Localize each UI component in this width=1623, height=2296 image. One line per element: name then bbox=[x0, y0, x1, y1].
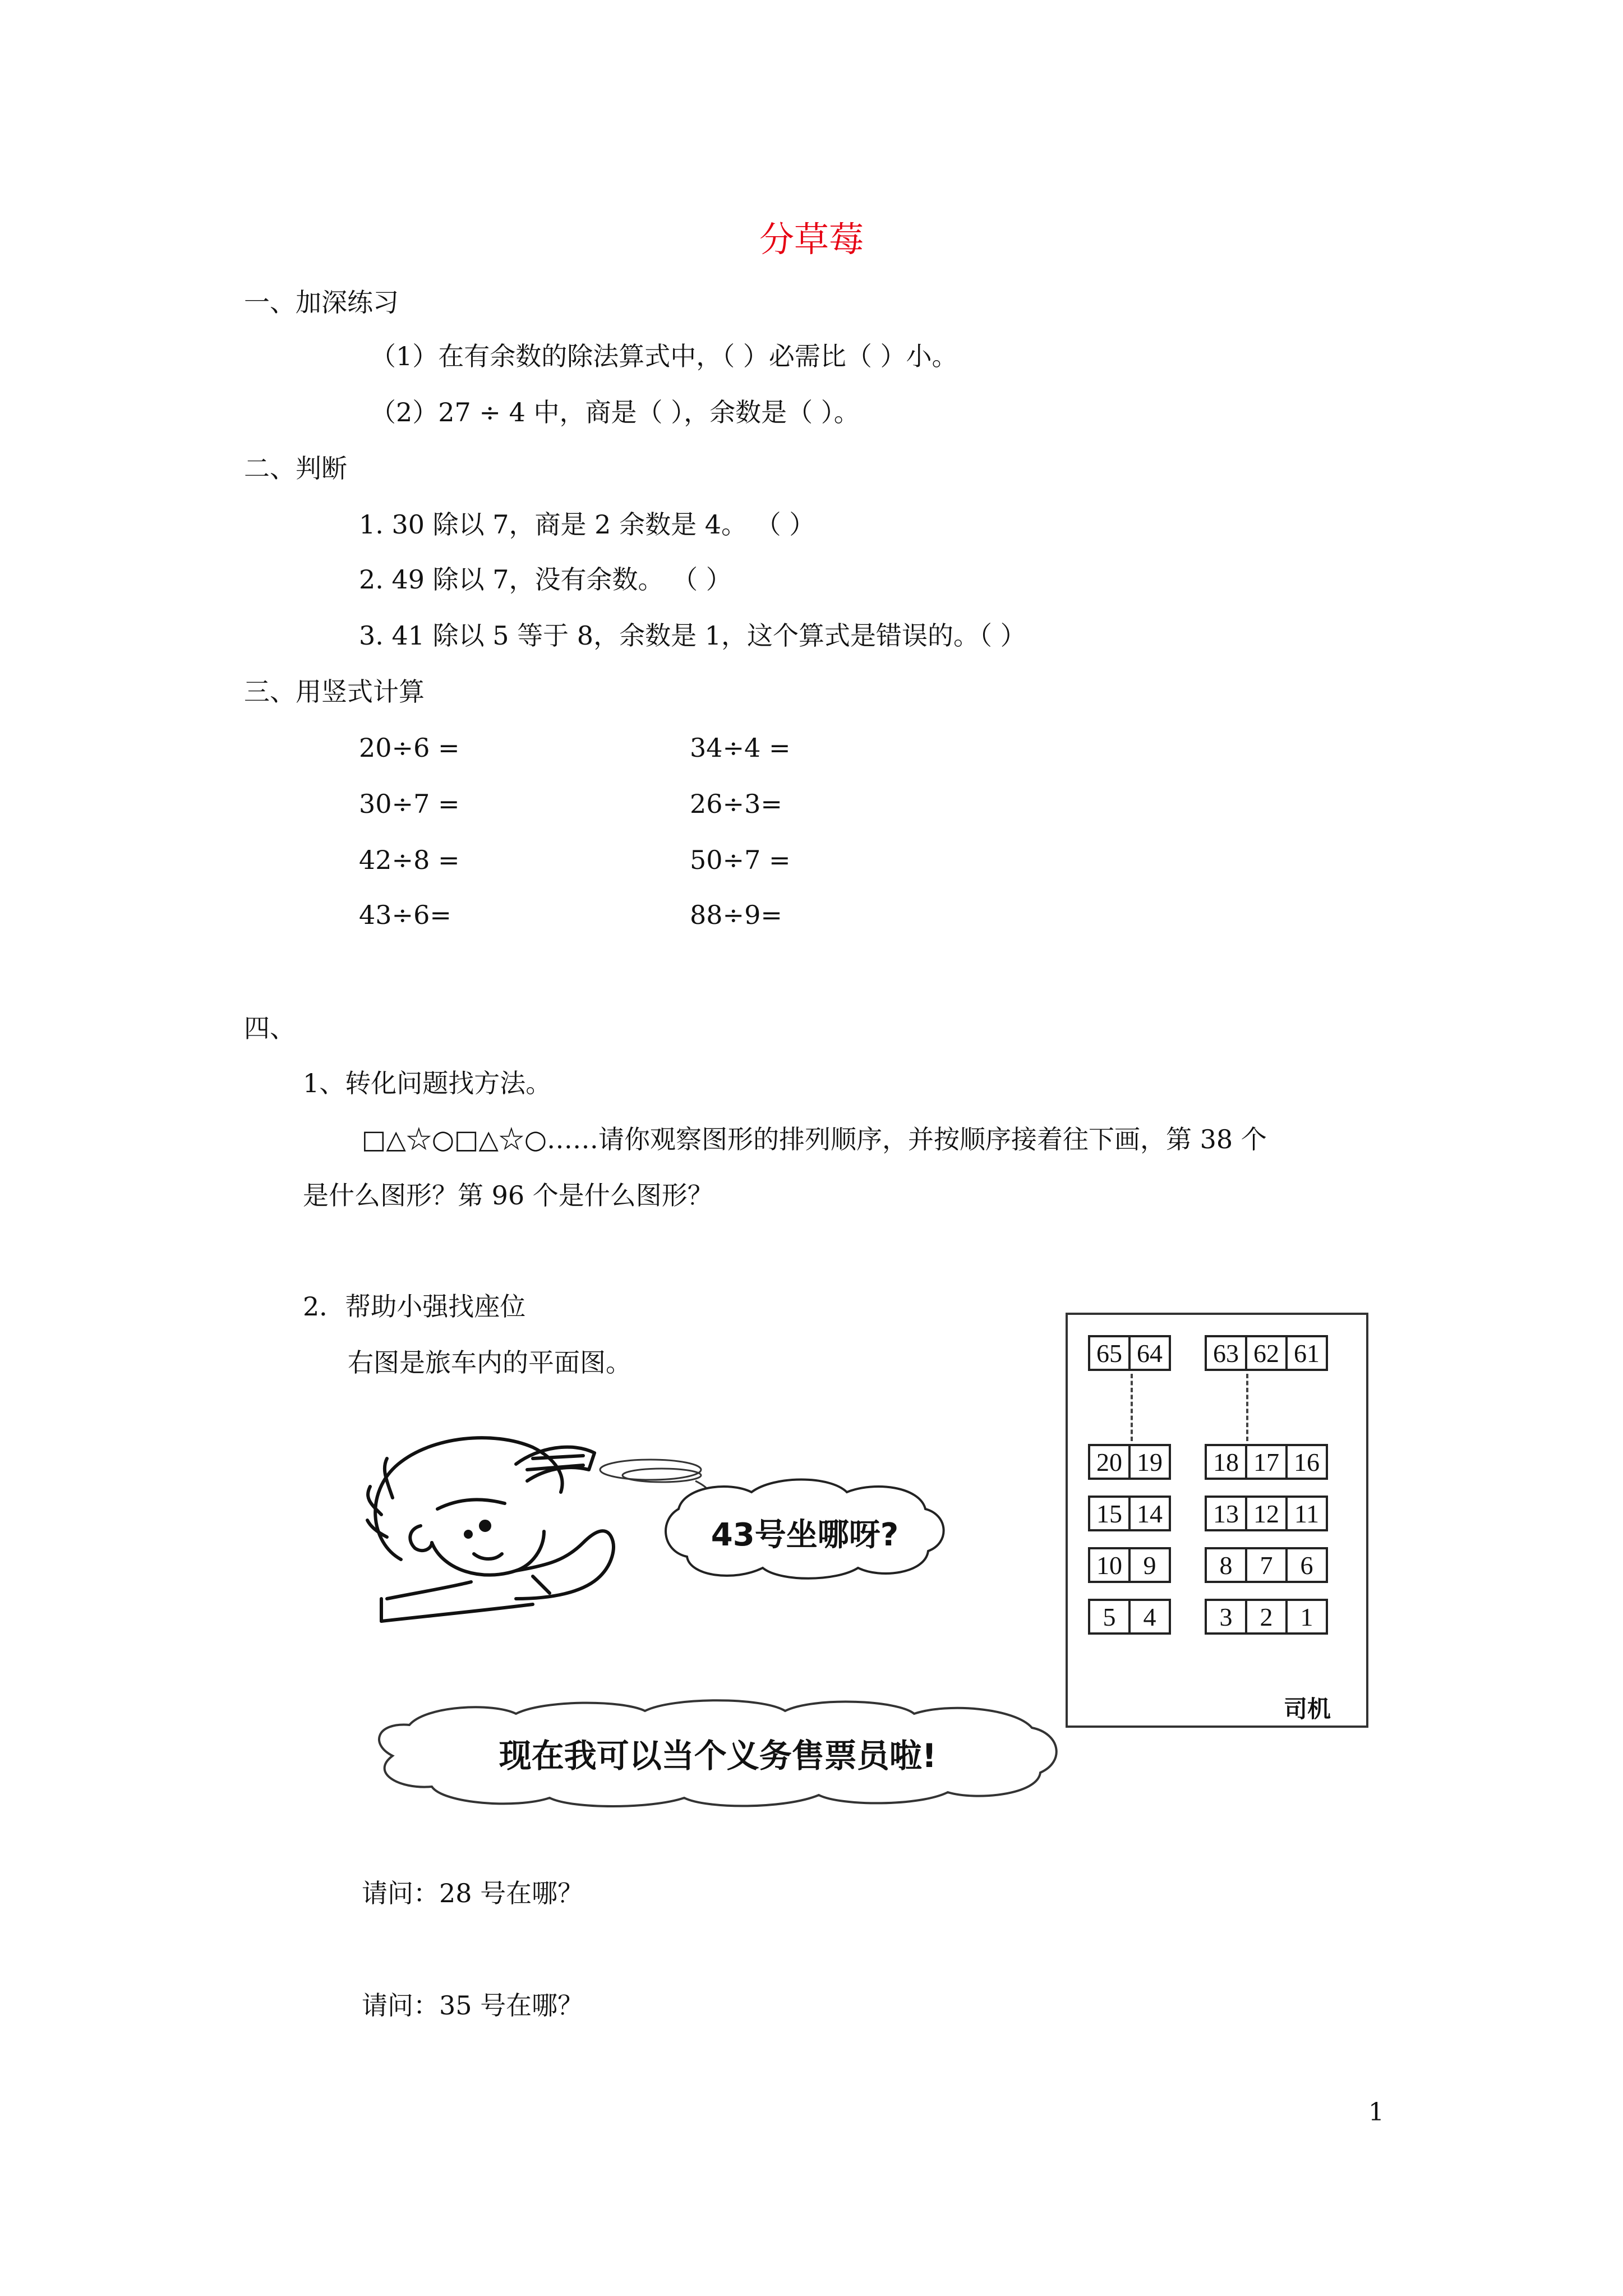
seat: 4 bbox=[1128, 1599, 1171, 1635]
driver-label: 司机 bbox=[1284, 1695, 1331, 1723]
calc-right-2: 26÷3= bbox=[690, 789, 782, 819]
omitted-rows-divider bbox=[1131, 1374, 1133, 1441]
judge-item-1: 1. 30 除以 7，商是 2 余数是 4。 （ ） bbox=[359, 509, 815, 540]
page-title: 分草莓 bbox=[759, 219, 864, 260]
problem1-title: 1、转化问题找方法。 bbox=[303, 1068, 552, 1098]
seat: 15 bbox=[1088, 1496, 1131, 1531]
seat: 3 bbox=[1205, 1599, 1247, 1635]
judge-item-2: 2. 49 除以 7，没有余数。 （ ） bbox=[359, 564, 732, 595]
problem2-title: 2．帮助小强找座位 bbox=[303, 1291, 526, 1322]
seat: 11 bbox=[1285, 1496, 1328, 1531]
seat-row bbox=[1205, 1496, 1328, 1531]
calc-left-3: 42÷8 = bbox=[359, 845, 460, 875]
section2-heading: 二、判断 bbox=[244, 453, 347, 484]
seat-row bbox=[1205, 1444, 1328, 1480]
seat: 62 bbox=[1245, 1335, 1288, 1371]
seat: 6 bbox=[1285, 1547, 1328, 1583]
seat: 64 bbox=[1128, 1335, 1171, 1371]
seat: 10 bbox=[1088, 1547, 1131, 1583]
problem1-line1: □△☆○□△☆○……请你观察图形的排列顺序，并按顺序接着往下画，第 38 个 bbox=[362, 1124, 1267, 1154]
seat: 18 bbox=[1205, 1444, 1247, 1480]
calc-left-4: 43÷6= bbox=[359, 900, 451, 930]
speech-bubble-1: 43号坐哪呀? bbox=[711, 1517, 899, 1553]
seat-row bbox=[1088, 1599, 1171, 1635]
speech-bubble-2: 现在我可以当个义务售票员啦! bbox=[499, 1737, 937, 1775]
page-number: 1 bbox=[1368, 2098, 1384, 2127]
seat: 7 bbox=[1245, 1547, 1288, 1583]
omitted-rows-divider bbox=[1246, 1374, 1248, 1441]
seat: 63 bbox=[1205, 1335, 1247, 1371]
section1-q2: （2）27 ÷ 4 中，商是（ ），余数是（ ）。 bbox=[370, 397, 860, 427]
seat-row bbox=[1205, 1547, 1328, 1583]
seat-row bbox=[1088, 1444, 1171, 1480]
calc-left-1: 20÷6 = bbox=[359, 733, 460, 763]
section3-heading: 三、用竖式计算 bbox=[244, 677, 425, 707]
seat-row bbox=[1088, 1547, 1171, 1583]
seat: 65 bbox=[1088, 1335, 1131, 1371]
seat-row bbox=[1088, 1496, 1171, 1531]
seat: 5 bbox=[1088, 1599, 1131, 1635]
seat-row bbox=[1205, 1599, 1328, 1635]
seat: 8 bbox=[1205, 1547, 1247, 1583]
seat-row bbox=[1205, 1335, 1328, 1371]
seat: 2 bbox=[1245, 1599, 1288, 1635]
seat: 9 bbox=[1128, 1547, 1171, 1583]
calc-right-4: 88÷9= bbox=[690, 900, 782, 930]
seat: 20 bbox=[1088, 1444, 1131, 1480]
seat-row bbox=[1088, 1335, 1171, 1371]
speech-cloud-2 bbox=[359, 1688, 1066, 1818]
judge-item-3: 3. 41 除以 5 等于 8，余数是 1，这个算式是错误的。（ ） bbox=[359, 620, 1026, 651]
section1-heading: 一、加深练习 bbox=[244, 287, 399, 318]
seat: 14 bbox=[1128, 1496, 1171, 1531]
seat: 16 bbox=[1285, 1444, 1328, 1480]
seat: 17 bbox=[1245, 1444, 1288, 1480]
cartoon-boy-illustration bbox=[348, 1414, 1021, 1649]
calc-right-3: 50÷7 = bbox=[690, 845, 791, 875]
seat: 61 bbox=[1285, 1335, 1328, 1371]
calc-left-2: 30÷7 = bbox=[359, 789, 460, 819]
bus-seating-plan bbox=[1066, 1313, 1368, 1728]
section4-heading: 四、 bbox=[244, 1013, 296, 1043]
seat: 1 bbox=[1285, 1599, 1328, 1635]
problem1-line2: 是什么图形？第 96 个是什么图形？ bbox=[303, 1180, 713, 1211]
seat: 12 bbox=[1245, 1496, 1288, 1531]
problem2-desc: 右图是旅车内的平面图。 bbox=[348, 1347, 631, 1378]
question-35: 请问：35 号在哪？ bbox=[362, 1990, 584, 2021]
seat: 19 bbox=[1128, 1444, 1171, 1480]
seat: 13 bbox=[1205, 1496, 1247, 1531]
section1-q1: （1）在有余数的除法算式中，（ ）必需比（ ）小。 bbox=[370, 341, 958, 371]
question-28: 请问：28 号在哪？ bbox=[362, 1878, 584, 1908]
calc-right-1: 34÷4 = bbox=[690, 733, 791, 763]
